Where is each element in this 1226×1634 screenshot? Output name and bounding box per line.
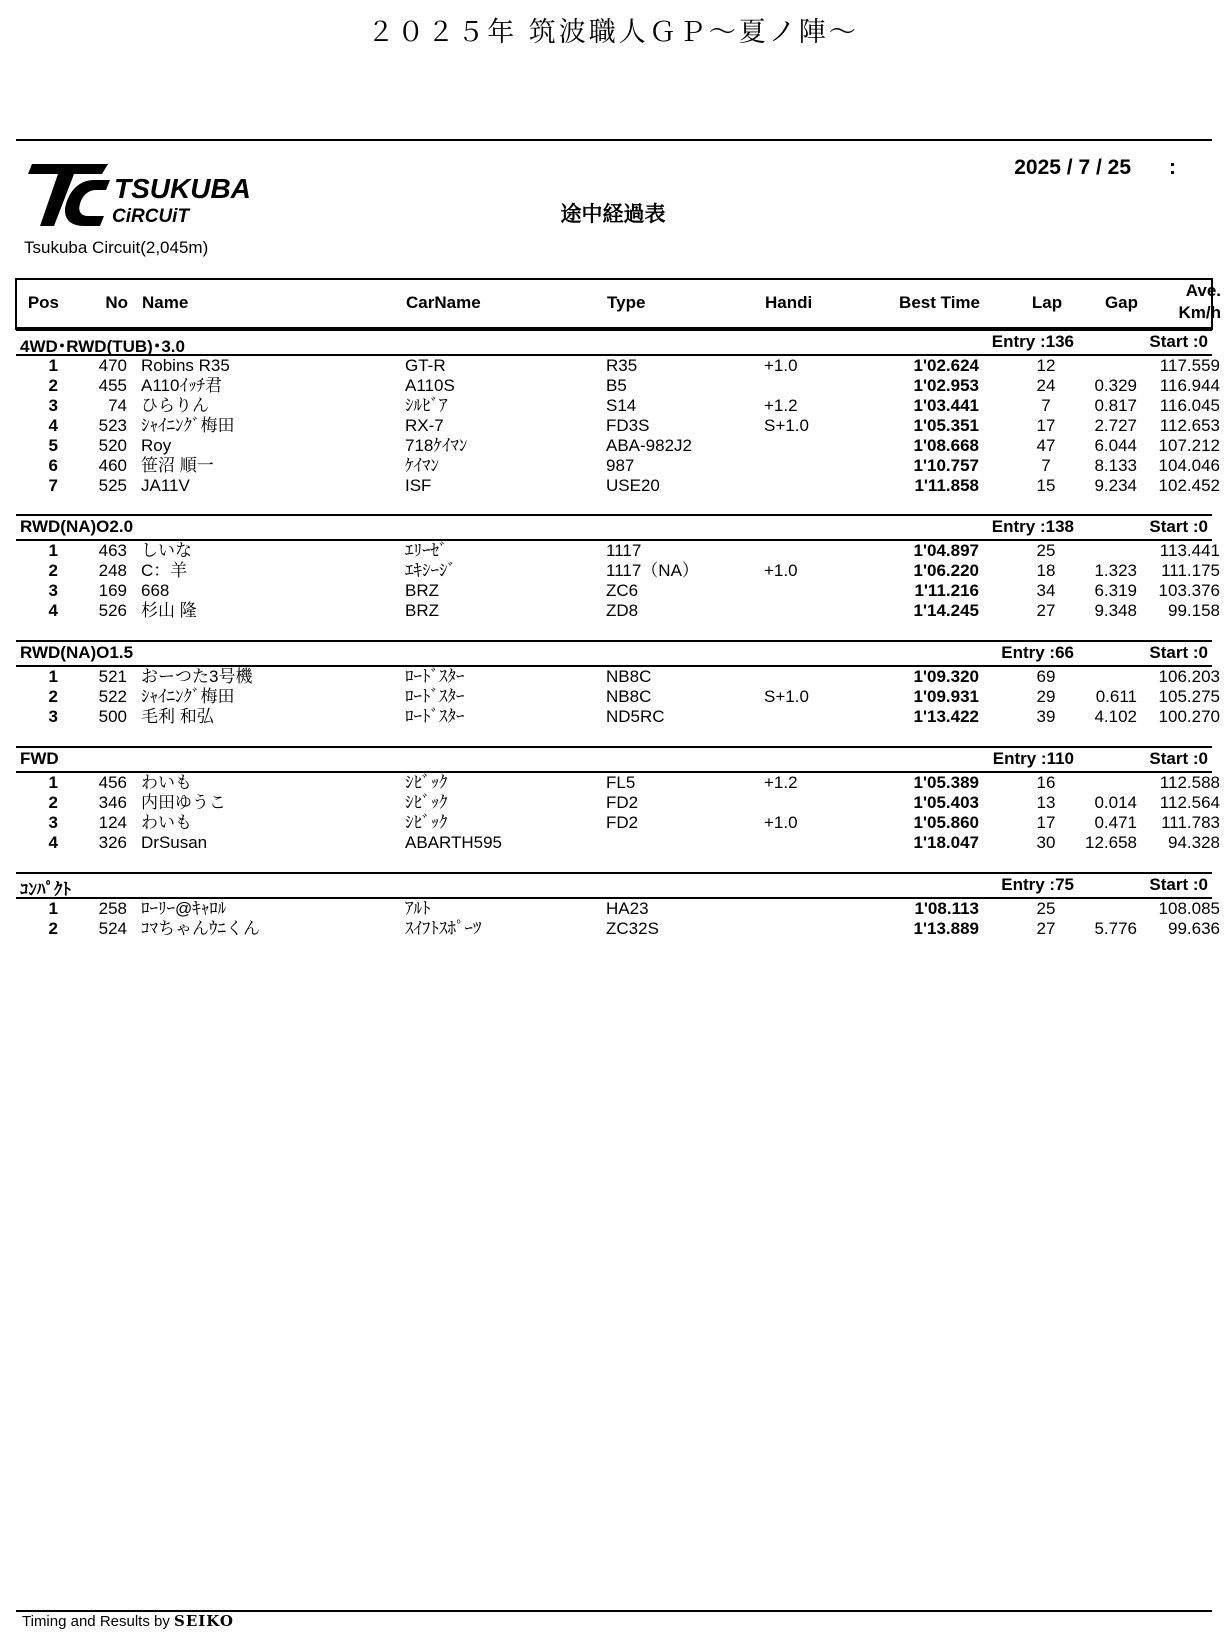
class-name: ｺﾝﾊﾟｸﾄ [20,880,71,899]
class-start-count: Start :0 [1149,517,1208,536]
result-avg-speed: 106.203 [1158,667,1220,686]
result-car-name: A110S [405,376,455,395]
result-avg-speed: 94.328 [1168,833,1220,852]
table-row [16,707,1220,727]
result-laps: 24 [1036,376,1056,395]
result-car-no: 346 [98,793,127,812]
result-avg-speed: 113.441 [1159,541,1220,560]
header-speed-line2: Km/h [1178,303,1221,322]
footer-text: Timing and Results by [22,1613,170,1630]
table-row [16,919,1220,939]
result-laps: 27 [1036,601,1056,620]
table-row [16,436,1220,456]
result-car-no: 523 [98,416,127,435]
logo-text-circuit: CiRCUiT [112,206,190,227]
result-laps: 16 [1036,773,1056,792]
result-car-type: ND5RC [606,707,665,726]
header-type: Type [607,293,646,312]
class-name: FWD [20,749,59,768]
result-car-type: ZC32S [606,919,659,938]
result-laps: 29 [1036,687,1056,706]
result-pos: 7 [48,476,58,495]
result-laps: 12 [1036,356,1056,375]
result-car-name: ｽｲﾌﾄｽﾎﾟｰﾂ [405,919,482,938]
result-handicap: +1.0 [764,561,798,580]
result-avg-speed: 99.158 [1168,601,1220,620]
result-car-type: USE20 [606,476,660,495]
result-car-no: 500 [98,707,127,726]
result-car-name: ｱﾙﾄ [405,899,431,918]
result-car-name: ｴﾘｰｾﾞ [405,541,448,560]
result-laps: 18 [1036,561,1056,580]
header-handi: Handi [765,293,813,312]
result-car-no: 74 [108,396,127,415]
result-car-type: ABA-982J2 [606,436,692,455]
result-car-type: 987 [606,456,635,475]
class-entry-count: Entry :110 [992,749,1074,768]
result-laps: 25 [1036,899,1056,918]
class-bar [16,872,1212,899]
result-car-type: ZC6 [606,581,639,600]
result-driver-name: 杉山 隆 [141,601,197,620]
footer [22,1612,234,1630]
table-header [15,278,1221,330]
result-pos: 5 [48,436,58,455]
result-car-type: 1117 [606,541,642,560]
class-bar [16,746,1212,773]
result-best-time: 1'11.216 [914,581,979,600]
class-name: RWD(NA)O1.5 [20,643,134,662]
result-avg-speed: 112.588 [1159,773,1220,792]
result-car-no: 124 [98,813,127,832]
table-row [16,601,1220,621]
result-gap: 0.817 [1094,396,1137,415]
result-best-time: 1'09.931 [913,687,979,706]
result-car-no: 470 [98,356,127,375]
table-row [16,899,1220,919]
result-driver-name: わいも [141,813,192,832]
class-section [16,329,1220,496]
logo-text-tsukuba: TSUKUBA [114,173,251,204]
result-car-name: ﾛｰﾄﾞｽﾀｰ [405,707,465,726]
result-car-name: BRZ [405,581,439,600]
table-row [16,376,1220,396]
result-best-time: 1'03.441 [913,396,979,415]
result-laps: 30 [1036,833,1056,852]
class-name: 4WD･RWD(TUB)･3.0 [20,337,185,356]
result-laps: 25 [1036,541,1056,560]
result-best-time: 1'04.897 [913,541,979,560]
result-pos: 1 [48,899,58,918]
result-handicap: +1.0 [764,813,798,832]
result-handicap: +1.0 [764,356,798,375]
result-best-time: 1'11.858 [914,476,979,495]
class-section [16,514,1220,621]
result-pos: 6 [48,456,58,475]
result-avg-speed: 111.175 [1161,561,1220,580]
header-best-time: Best Time [899,293,980,312]
result-driver-name: ｼｬｲﾆﾝｸﾞ梅田 [141,687,235,706]
table-row [16,561,1220,581]
result-driver-name: わいも [141,773,192,792]
result-laps: 7 [1041,456,1051,475]
result-gap: 9.348 [1094,601,1137,620]
result-laps: 7 [1041,396,1051,415]
header-lap: Lap [1031,293,1063,312]
result-driver-name: しいな [141,541,192,560]
result-avg-speed: 102.452 [1158,476,1220,495]
result-gap: 1.323 [1094,561,1137,580]
result-best-time: 1'05.351 [913,416,979,435]
result-driver-name: ﾛｰﾘｰ@ｷｬﾛﾙ [141,899,227,918]
table-row [16,416,1220,436]
table-row [16,793,1220,813]
result-car-no: 525 [98,476,127,495]
header-carname: CarName [406,293,481,312]
result-car-name: ISF [405,476,432,495]
result-car-no: 456 [98,773,127,792]
result-car-name: ABARTH595 [405,833,503,852]
result-best-time: 1'09.320 [913,667,979,686]
class-bar [16,329,1212,356]
document-date: 2025 / 7 / 25 [1014,156,1131,179]
result-best-time: 1'10.757 [913,456,979,475]
class-start-count: Start :0 [1149,332,1208,351]
result-car-no: 248 [98,561,127,580]
table-row [16,356,1220,376]
result-best-time: 1'02.953 [913,376,979,395]
result-avg-speed: 116.944 [1159,376,1220,395]
result-pos: 1 [48,356,58,375]
result-car-type: S14 [606,396,637,415]
result-pos: 3 [48,707,58,726]
result-car-type: 1117（NA） [606,561,699,580]
event-title: ２０２５年 筑波職人ＧＰ～夏ノ陣～ [367,17,859,48]
result-pos: 4 [48,601,58,620]
result-best-time: 1'02.624 [913,356,979,375]
result-driver-name: Robins R35 [141,356,230,375]
result-best-time: 1'08.668 [913,436,979,455]
class-section [16,872,1220,939]
result-car-no: 455 [98,376,127,395]
result-best-time: 1'05.389 [913,773,979,792]
result-best-time: 1'06.220 [913,561,979,580]
result-driver-name: 笹沼 順一 [141,456,214,475]
result-handicap: S+1.0 [764,416,809,435]
result-driver-name: ｼｬｲﾆﾝｸﾞ梅田 [141,416,235,435]
result-pos: 3 [48,396,58,415]
result-car-type: ZD8 [606,601,639,620]
class-start-count: Start :0 [1149,643,1208,662]
result-car-no: 526 [98,601,127,620]
circuit-info: Tsukuba Circuit(2,045m) [24,238,209,257]
result-avg-speed: 105.275 [1158,687,1220,706]
result-gap: 0.471 [1094,813,1137,832]
result-car-name: ｼﾋﾞｯｸ [405,813,448,832]
result-pos: 3 [48,813,58,832]
result-pos: 3 [48,581,58,600]
result-car-no: 463 [98,541,127,560]
result-laps: 27 [1036,919,1056,938]
class-bar [16,640,1212,667]
result-car-name: RX-7 [405,416,444,435]
result-car-name: 718ｹｲﾏﾝ [405,436,468,455]
result-best-time: 1'05.403 [913,793,979,812]
result-gap: 0.014 [1094,793,1137,812]
top-rule [16,139,1212,141]
result-pos: 2 [48,376,58,395]
result-avg-speed: 107.212 [1158,436,1220,455]
result-driver-name: 毛利 和弘 [141,707,214,726]
result-gap: 9.234 [1094,476,1137,495]
result-car-type: FD2 [606,793,639,812]
class-entry-count: Entry :66 [1001,643,1074,662]
header-speed-line1: Ave. [1185,281,1221,300]
result-pos: 2 [48,687,58,706]
result-driver-name: DrSusan [141,833,208,852]
result-pos: 4 [48,833,58,852]
result-gap: 0.329 [1094,376,1137,395]
class-start-count: Start :0 [1149,749,1208,768]
result-best-time: 1'13.889 [913,919,979,938]
result-car-no: 524 [98,919,127,938]
result-gap: 12.658 [1085,833,1137,852]
result-laps: 34 [1036,581,1056,600]
result-handicap: +1.2 [764,396,798,415]
result-car-type: FL5 [606,773,636,792]
result-gap: 0.611 [1095,687,1137,706]
result-car-type: NB8C [606,667,652,686]
result-car-no: 520 [98,436,127,455]
result-laps: 39 [1036,707,1056,726]
result-pos: 2 [48,919,58,938]
result-driver-name: ひらりん [141,396,209,415]
result-gap: 6.044 [1094,436,1137,455]
result-car-no: 522 [98,687,127,706]
result-avg-speed: 108.085 [1158,899,1220,918]
result-gap: 8.133 [1094,456,1137,475]
result-avg-speed: 112.564 [1159,793,1220,812]
table-row [16,667,1220,687]
header-name: Name [142,293,189,312]
result-car-type: FD2 [606,813,639,832]
result-best-time: 1'18.047 [913,833,979,852]
result-car-name: BRZ [405,601,439,620]
result-gap: 5.776 [1094,919,1137,938]
result-pos: 1 [48,667,58,686]
table-row [16,541,1220,561]
result-gap: 2.727 [1094,416,1137,435]
result-pos: 4 [48,416,58,435]
result-driver-name: JA11V [141,476,190,495]
class-name: RWD(NA)O2.0 [20,517,134,536]
result-avg-speed: 104.046 [1158,456,1220,475]
result-avg-speed: 111.783 [1161,813,1220,832]
result-handicap: +1.2 [764,773,798,792]
result-car-type: FD3S [606,416,650,435]
result-driver-name: A110ｲｯﾁ君 [141,376,222,395]
result-car-name: ｴｷｼｰｼﾞ [405,561,456,580]
table-row [16,833,1220,853]
class-section [16,640,1220,727]
result-car-name: ｼﾋﾞｯｸ [405,793,448,812]
header-pos: Pos [27,293,59,312]
result-driver-name: 内田ゆうこ [141,793,226,812]
result-car-name: GT-R [405,356,446,375]
result-car-type: R35 [606,356,638,375]
result-car-name: ｼﾋﾞｯｸ [405,773,448,792]
result-laps: 47 [1036,436,1056,455]
result-laps: 69 [1036,667,1056,686]
result-pos: 2 [48,793,58,812]
result-car-type: B5 [606,376,627,395]
result-best-time: 1'13.422 [913,707,979,726]
class-entry-count: Entry :75 [1001,875,1074,894]
result-driver-name: Roy [141,436,172,455]
result-driver-name: おーつた3号機 [141,667,253,686]
result-car-name: ｼﾙﾋﾞｱ [405,396,448,415]
result-avg-speed: 100.270 [1158,707,1220,726]
table-row [16,476,1220,496]
result-laps: 17 [1036,416,1056,435]
result-car-no: 460 [98,456,127,475]
result-car-no: 169 [98,581,127,600]
table-row [16,813,1220,833]
table-row [16,581,1220,601]
result-car-no: 521 [98,667,127,686]
class-start-count: Start :0 [1149,875,1208,894]
result-gap: 4.102 [1094,707,1137,726]
document-time: : [1169,156,1176,179]
result-best-time: 1'14.245 [913,601,979,620]
result-laps: 17 [1036,813,1056,832]
result-driver-name: ｺﾏちゃんｳﾆくん [141,919,260,938]
class-entry-count: Entry :138 [991,517,1074,536]
result-avg-speed: 103.376 [1158,581,1220,600]
result-driver-name: C：羊 [141,561,188,580]
document-title: 途中経過表 [560,202,666,226]
result-driver-name: 668 [141,581,170,600]
seiko-brand: SEIKO [174,1612,234,1630]
result-avg-speed: 116.045 [1159,396,1220,415]
class-section [16,746,1220,853]
class-bar [16,514,1212,541]
result-car-type: NB8C [606,687,652,706]
result-car-name: ﾛｰﾄﾞｽﾀｰ [405,687,465,706]
result-best-time: 1'08.113 [914,899,979,918]
result-car-type: HA23 [606,899,649,918]
result-avg-speed: 99.636 [1168,919,1220,938]
result-handicap: S+1.0 [764,687,809,706]
result-pos: 1 [48,773,58,792]
result-car-name: ｹｲﾏﾝ [405,456,439,475]
result-car-no: 326 [98,833,127,852]
header-gap: Gap [1104,293,1138,312]
result-laps: 15 [1036,476,1056,495]
result-laps: 13 [1036,793,1056,812]
table-row [16,773,1220,793]
result-avg-speed: 112.653 [1159,416,1220,435]
result-pos: 2 [48,561,58,580]
result-pos: 1 [48,541,58,560]
result-car-no: 258 [98,899,127,918]
header-no: No [105,293,128,312]
result-best-time: 1'05.860 [913,813,979,832]
result-avg-speed: 117.559 [1159,356,1220,375]
table-row [16,687,1220,707]
result-gap: 6.319 [1094,581,1137,600]
class-entry-count: Entry :136 [991,332,1074,351]
table-row [16,396,1220,416]
result-car-name: ﾛｰﾄﾞｽﾀｰ [405,667,465,686]
table-row [16,456,1220,476]
